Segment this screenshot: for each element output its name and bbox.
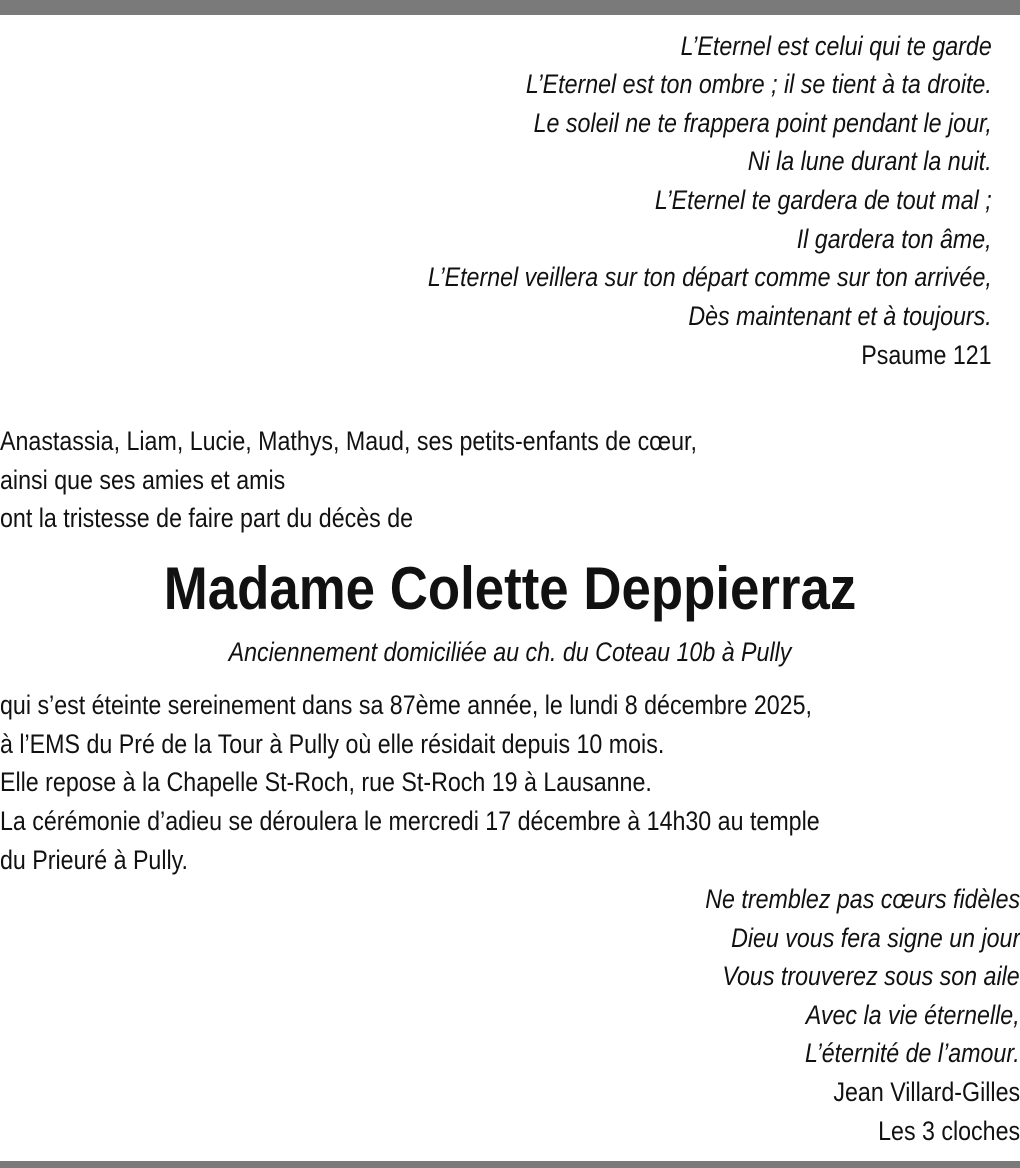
poem-line: Vous trouverez sous son aile [722, 961, 1020, 991]
psalm-line: L’Eternel te gardera de tout mal ; [655, 185, 992, 215]
psalm-line: L’Eternel est ton ombre ; il se tient à ta droite. [526, 69, 992, 99]
poem-line: Ne tremblez pas cœurs fidèles [705, 884, 1020, 914]
psalm-reference: Psaume 121 [861, 340, 992, 370]
details-line: La cérémonie d’adieu se déroulera le mercredi 17 décembre à 14h30 au temple [0, 806, 820, 836]
psalm-line: Ni la lune durant la nuit. [748, 146, 992, 176]
bottom-border-bar [0, 1161, 1020, 1168]
announcement-line: ont la tristesse de faire part du décès de [0, 503, 414, 533]
details-line: du Prieuré à Pully. [0, 845, 189, 875]
details-line: Elle repose à la Chapelle St-Roch, rue St-Roch 19 à Lausanne. [0, 767, 652, 797]
poem-line: Avec la vie éternelle, [806, 1000, 1020, 1030]
announcement-line: ainsi que ses amies et amis [0, 465, 286, 495]
poem-line: L’éternité de l’amour. [805, 1038, 1020, 1068]
details-line: à l’EMS du Pré de la Tour à Pully où elle résidait depuis 10 mois. [0, 729, 665, 759]
announcement-line: Anastassia, Liam, Lucie, Mathys, Maud, ses petits-enfants de cœur, [0, 426, 697, 456]
psalm-line: L’Eternel veillera sur ton départ comme sur ton arrivée, [428, 262, 992, 292]
poem-author: Jean Villard-Gilles [833, 1077, 1020, 1107]
poem-line: Dieu vous fera signe un jour [730, 923, 1020, 953]
psalm-line: L’Eternel est celui qui te garde [680, 31, 992, 61]
poem-source: Les 3 cloches [878, 1116, 1020, 1146]
psalm-line: Il gardera ton âme, [797, 224, 992, 254]
deceased-residence: Anciennement domiciliée au ch. du Coteau 10b à Pully [228, 637, 792, 667]
details-line: qui s’est éteinte sereinement dans sa 87ème année, le lundi 8 décembre 2025, [0, 690, 812, 720]
top-border-bar [0, 0, 1020, 15]
deceased-name: Madame Colette Deppierraz [163, 555, 857, 622]
psalm-line: Dès maintenant et à toujours. [688, 301, 992, 331]
psalm-line: Le soleil ne te frappera point pendant le jour, [533, 108, 992, 138]
